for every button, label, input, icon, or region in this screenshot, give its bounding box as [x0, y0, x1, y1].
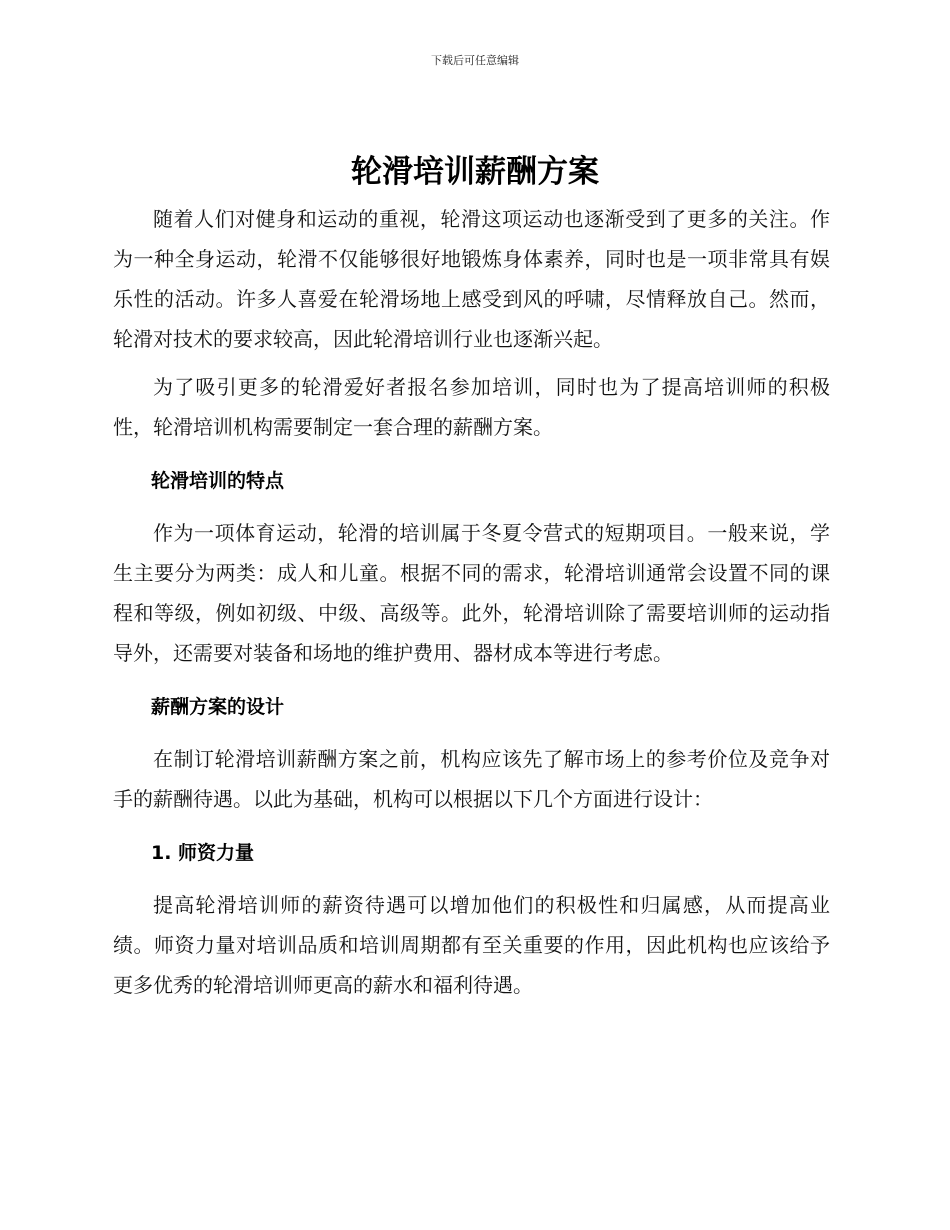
section-heading-faculty: 1. 师资力量: [151, 842, 255, 864]
section-features: [113, 461, 830, 673]
document-body: [113, 199, 830, 1005]
intro-paragraph-1: 随着人们对健身和运动的重视，轮滑这项运动也逐渐受到了更多的关注。作为一种全身运动，轮滑不仅能够很好地锻炼身体素养，同时也是一项非常具有娱乐性的活动。许多人喜爱在轮滑场地上感受到风的呼啸，尽情释放自己。然而，轮滑对技术的要求较高，因此轮滑培训行业也逐渐兴起。: [113, 207, 830, 351]
section-paragraph-faculty: 提高轮滑培训师的薪资待遇可以增加他们的积极性和归属感，从而提高业绩。师资力量对培训品质和培训周期都有至关重要的作用，因此机构也应该给予更多优秀的轮滑培训师更高的薪水和福利待遇。: [113, 893, 830, 997]
intro-paragraph-2: 为了吸引更多的轮滑爱好者报名参加培训，同时也为了提高培训师的积极性，轮滑培训机构需要制定一套合理的薪酬方案。: [113, 375, 830, 439]
section-heading-design: 薪酬方案的设计: [151, 696, 285, 718]
document-title: 轮滑培训薪酬方案: [351, 154, 599, 190]
section-heading-features: 轮滑培训的特点: [151, 470, 285, 492]
section-paragraph-design: 在制订轮滑培训薪酬方案之前，机构应该先了解市场上的参考价位及竞争对手的薪酬待遇。以此为基础，机构可以根据以下几个方面进行设计：: [113, 747, 830, 811]
section-faculty: [113, 833, 830, 1005]
section-paragraph-features: 作为一项体育运动，轮滑的培训属于冬夏令营式的短期项目。一般来说，学生主要分为两类：成人和儿童。根据不同的需求，轮滑培训通常会设置不同的课程和等级，例如初级、中级、高级等。此外，轮滑培训除了需要培训师的运动指导外，还需要对装备和场地的维护费用、器材成本等进行考虑。: [113, 521, 830, 665]
section-design: [113, 687, 830, 819]
header-note: 下载后可任意编辑: [431, 54, 519, 67]
